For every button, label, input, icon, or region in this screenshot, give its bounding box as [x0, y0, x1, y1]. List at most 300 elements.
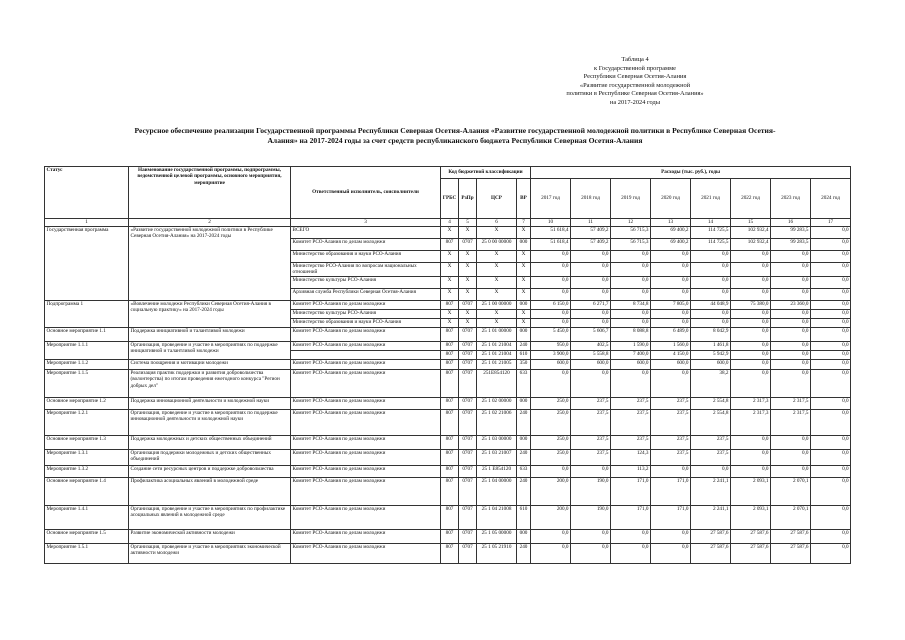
col-year-header: 2022 год [731, 179, 771, 219]
row-amount: 0,0 [531, 369, 571, 397]
row-amount: 1 590,0 [611, 341, 651, 350]
row-vr: Х [517, 288, 531, 300]
row-rzpr: 0707 [459, 435, 477, 449]
row-vr: Х [517, 309, 531, 318]
row-amount: 0,0 [651, 318, 691, 327]
row-amount: 0,0 [731, 276, 771, 288]
row-grbs: 807 [441, 350, 459, 359]
row-amount: 237,5 [651, 397, 691, 409]
row-grbs: 807 [441, 239, 459, 251]
row-amount: 0,0 [731, 435, 771, 449]
row-csr: 25 1 01 21004 [477, 350, 517, 359]
resource-table [44, 166, 851, 564]
row-amount: 237,5 [571, 435, 611, 449]
row-vr: 000 [517, 300, 531, 309]
row-grbs: Х [441, 251, 459, 263]
row-grbs: 807 [441, 435, 459, 449]
row-grbs: Х [441, 227, 459, 239]
row-vr: Х [517, 318, 531, 327]
row-status: Мероприятие 1.2.1 [45, 409, 129, 435]
row-amount: 0,0 [731, 359, 771, 369]
row-responsible: Комитет РСО-Алания по делам молодежи [291, 435, 441, 449]
row-amount: 237,5 [571, 449, 611, 465]
row-amount: 171,0 [611, 477, 651, 505]
row-amount: 171,0 [651, 505, 691, 529]
row-amount: 27 587,6 [771, 529, 811, 543]
row-rzpr: Х [459, 276, 477, 288]
row-responsible: Комитет РСО-Алания по делам молодежи [291, 505, 441, 529]
row-amount: 0,0 [811, 251, 851, 263]
row-amount: 0,0 [771, 350, 811, 359]
row-rzpr: Х [459, 251, 477, 263]
row-amount: 237,5 [571, 409, 611, 435]
table-row [45, 369, 851, 397]
row-csr: 25 1 05 21910 [477, 543, 517, 563]
row-vr: 610 [517, 505, 531, 529]
row-amount: 0,0 [811, 276, 851, 288]
row-rzpr: 0707 [459, 359, 477, 369]
row-amount: 0,0 [771, 435, 811, 449]
row-responsible: Комитет РСО-Алания по делам молодежи [291, 327, 441, 341]
col-resp-header: Ответственный исполнитель, соисполнители [291, 167, 441, 219]
row-amount: 237,5 [691, 449, 731, 465]
row-amount: 38,2 [691, 369, 731, 397]
title-line-2: Алания» на 2017-2024 годы за счет средств республиканского бюджета Республики Северная Осетия-Алания [267, 136, 643, 145]
row-amount: 56 715,3 [611, 239, 651, 251]
row-vr: 633 [517, 369, 531, 397]
row-rzpr: Х [459, 263, 477, 277]
row-responsible: Комитет РСО-Алания по делам молодежи [291, 465, 441, 477]
row-amount: 0,0 [691, 465, 731, 477]
row-rzpr: 0707 [459, 341, 477, 350]
row-amount: 114 725,5 [691, 227, 731, 239]
row-amount: 237,5 [651, 435, 691, 449]
row-amount: 0,0 [651, 465, 691, 477]
table-row [45, 505, 851, 529]
column-number: 1 [45, 219, 129, 227]
row-amount: 2 317,3 [731, 397, 771, 409]
row-csr: 25 1 00 00000 [477, 300, 517, 309]
row-amount: 0,0 [531, 288, 571, 300]
row-amount: 113,2 [611, 465, 651, 477]
row-amount: 0,0 [771, 276, 811, 288]
row-amount: 0,0 [811, 318, 851, 327]
table-row [45, 359, 851, 369]
row-amount: 7 805,0 [651, 300, 691, 309]
row-amount: 0,0 [571, 276, 611, 288]
row-amount: 0,0 [811, 435, 851, 449]
row-rzpr: 0707 [459, 239, 477, 251]
row-status: Мероприятие 1.3.1 [45, 449, 129, 465]
row-vr: 240 [517, 543, 531, 563]
row-vr: Х [517, 251, 531, 263]
row-amount: 0,0 [571, 309, 611, 318]
row-grbs: Х [441, 288, 459, 300]
row-amount: 0,0 [771, 359, 811, 369]
row-amount: 124,3 [611, 449, 651, 465]
column-number: 16 [771, 219, 811, 227]
row-amount: 7 400,0 [611, 350, 651, 359]
row-amount: 0,0 [651, 529, 691, 543]
row-amount: 2 317,5 [771, 409, 811, 435]
row-amount: 237,5 [571, 397, 611, 409]
row-amount: 8 088,8 [611, 327, 651, 341]
row-amount: 0,0 [611, 263, 651, 277]
row-amount: 8 734,8 [611, 300, 651, 309]
row-name: Создание сети ресурсных центров и поддержке добровольчества [129, 465, 291, 477]
table-row [45, 397, 851, 409]
row-grbs: 807 [441, 529, 459, 543]
row-amount: 23 360,0 [771, 300, 811, 309]
row-amount: 200,0 [531, 505, 571, 529]
row-csr: Х [477, 276, 517, 288]
row-grbs: 807 [441, 300, 459, 309]
row-amount: 69 400,2 [651, 239, 691, 251]
row-amount: 0,0 [771, 263, 811, 277]
row-amount: 0,0 [771, 341, 811, 350]
row-name: Организация, проведение и участие в мероприятиях по поддержке инициативной и талантливой молодежи [129, 341, 291, 359]
row-status: Основное мероприятие 1.1 [45, 327, 129, 341]
column-number: 17 [811, 219, 851, 227]
row-vr: 633 [517, 465, 531, 477]
row-amount: 0,0 [731, 341, 771, 350]
row-grbs: Х [441, 276, 459, 288]
row-amount: 0,0 [811, 227, 851, 239]
row-amount: 0,0 [731, 350, 771, 359]
row-responsible [291, 350, 441, 359]
row-amount: 0,0 [691, 251, 731, 263]
row-grbs: 807 [441, 327, 459, 341]
row-status: Мероприятие 1.5.1 [45, 543, 129, 563]
col-status-header: Статус [45, 167, 129, 219]
row-amount: 190,0 [571, 477, 611, 505]
row-amount: 0,0 [771, 318, 811, 327]
row-amount: 0,0 [571, 543, 611, 563]
row-amount: 0,0 [611, 529, 651, 543]
row-amount: 27 587,6 [731, 543, 771, 563]
row-amount: 600,0 [691, 359, 731, 369]
row-rzpr: 0707 [459, 350, 477, 359]
row-amount: 0,0 [651, 251, 691, 263]
row-amount: 237,5 [651, 409, 691, 435]
row-amount: 0,0 [731, 288, 771, 300]
row-amount: 56 715,3 [611, 227, 651, 239]
row-amount: 2 554,8 [691, 409, 731, 435]
title-line-1: Ресурсное обеспечение реализации Государственной программы Республики Северная Осетия-Алания «Развитие государственной молодежной политики в Республике Северная Осетия- [134, 126, 776, 135]
row-amount: 6 271,7 [571, 300, 611, 309]
row-status: Мероприятие 1.1.5 [45, 369, 129, 397]
row-csr: 25 1 03 21007 [477, 449, 517, 465]
col-year-header: 2019 год [611, 179, 651, 219]
row-responsible: Комитет РСО-Алания по делам молодежи [291, 529, 441, 543]
row-amount: 5 942,9 [691, 350, 731, 359]
col-year-header: 2018 год [571, 179, 611, 219]
row-status: Мероприятие 1.3.2 [45, 465, 129, 477]
appendix-header-line: на 2017-2024 годы [609, 98, 661, 106]
column-number: 3 [291, 219, 441, 227]
row-amount: 0,0 [611, 251, 651, 263]
table-row [45, 543, 851, 563]
table-row [45, 409, 851, 435]
row-vr: Х [517, 263, 531, 277]
row-responsible: Министерство образования и науки РСО-Алания [291, 318, 441, 327]
appendix-header-line: Республики Северная Осетия-Алания [583, 73, 687, 81]
row-amount: 0,0 [531, 529, 571, 543]
table-row [45, 300, 851, 309]
row-amount: 0,0 [811, 263, 851, 277]
table-row [45, 449, 851, 465]
table-row [45, 327, 851, 341]
row-name: Реализация практик поддержки и развития добровольчества (волонтерства) по итогам проведения ежегодного конкурса "Регион добрых дел" [129, 369, 291, 397]
row-amount: 2 070,1 [771, 477, 811, 505]
row-vr: Х [517, 227, 531, 239]
row-csr: 25 1 01 21005 [477, 359, 517, 369]
row-status: Мероприятие 1.4.1 [45, 505, 129, 529]
row-grbs: 807 [441, 477, 459, 505]
row-rzpr: 0707 [459, 529, 477, 543]
row-grbs: 807 [441, 409, 459, 435]
row-csr: Х [477, 263, 517, 277]
row-rzpr: 0707 [459, 465, 477, 477]
row-rzpr: Х [459, 309, 477, 318]
row-amount: 1 560,0 [651, 341, 691, 350]
row-name: Организация, проведение и участие в мероприятиях по профилактике асоциальных явлений в молодежной среде [129, 505, 291, 529]
row-grbs: 807 [441, 341, 459, 350]
row-amount: 2 241,1 [691, 505, 731, 529]
row-amount: 171,0 [651, 477, 691, 505]
row-amount: 0,0 [731, 309, 771, 318]
row-responsible: Комитет РСО-Алания по делам молодежи [291, 477, 441, 505]
row-amount: 0,0 [611, 288, 651, 300]
row-amount: 0,0 [611, 318, 651, 327]
row-amount: 1 461,8 [691, 341, 731, 350]
row-amount: 3 900,0 [531, 350, 571, 359]
col-grbs-header: ГРБС [441, 179, 459, 219]
row-csr: Х [477, 227, 517, 239]
row-responsible: Министерство образования и науки РСО-Алания [291, 251, 441, 263]
col-year-header: 2023 год [771, 179, 811, 219]
row-responsible: Комитет РСО-Алания по делам молодежи [291, 341, 441, 350]
row-grbs: 807 [441, 449, 459, 465]
row-amount: 237,5 [611, 397, 651, 409]
row-csr: 25 1 04 21008 [477, 505, 517, 529]
row-amount: 0,0 [531, 276, 571, 288]
row-status: Подпрограмма 1 [45, 300, 129, 327]
row-amount: 0,0 [771, 309, 811, 318]
row-amount: 0,0 [811, 359, 851, 369]
row-amount: 0,0 [811, 309, 851, 318]
row-amount: 0,0 [811, 465, 851, 477]
table-row [45, 435, 851, 449]
row-amount: 0,0 [771, 369, 811, 397]
row-amount: 27 587,6 [691, 543, 731, 563]
row-status: Основное мероприятие 1.4 [45, 477, 129, 505]
row-responsible: ВСЕГО [291, 227, 441, 239]
row-grbs: 807 [441, 369, 459, 397]
row-amount: 6 150,0 [531, 300, 571, 309]
row-name: Организация, проведение и участие в мероприятиях по поддержке инновационной деятельности и молодежной науки [129, 409, 291, 435]
row-amount: 600,0 [531, 359, 571, 369]
row-amount: 0,0 [731, 263, 771, 277]
row-amount: 0,0 [691, 309, 731, 318]
row-rzpr: 0707 [459, 543, 477, 563]
row-amount: 4 150,0 [651, 350, 691, 359]
row-amount: 2 070,1 [771, 505, 811, 529]
row-name: Поддержка инновационной деятельности и молодежной науки [129, 397, 291, 409]
row-vr: 240 [517, 449, 531, 465]
row-amount: 0,0 [811, 505, 851, 529]
col-vr-header: ВР [517, 179, 531, 219]
row-csr: 25 1 03 00000 [477, 435, 517, 449]
column-number: 10 [531, 219, 571, 227]
row-amount: 0,0 [651, 543, 691, 563]
row-amount: 0,0 [811, 529, 851, 543]
row-amount: 5 558,8 [571, 350, 611, 359]
row-grbs: 807 [441, 543, 459, 563]
row-amount: 0,0 [571, 369, 611, 397]
row-csr: Х [477, 251, 517, 263]
row-grbs: 807 [441, 359, 459, 369]
row-amount: 99 283,5 [771, 227, 811, 239]
row-amount: 5 606,7 [571, 327, 611, 341]
row-amount: 237,5 [611, 409, 651, 435]
column-number: 15 [731, 219, 771, 227]
col-year-header: 2020 год [651, 179, 691, 219]
row-name: «Вовлечение молодежи Республики Северная Осетия-Алания в социальную практику» на 2017-2024 годы [129, 300, 291, 327]
row-amount: 0,0 [531, 318, 571, 327]
row-grbs: 807 [441, 397, 459, 409]
row-responsible: Министерство культуры РСО-Алания [291, 276, 441, 288]
expense-group-header: Расходы (тыс. руб.), годы [531, 167, 851, 179]
row-name: Поддержка молодежных и детских общественных объединений [129, 435, 291, 449]
row-amount: 75 380,0 [731, 300, 771, 309]
row-amount: 2 554,8 [691, 397, 731, 409]
row-amount: 250,0 [531, 409, 571, 435]
row-amount: 190,0 [571, 505, 611, 529]
row-amount: 0,0 [811, 341, 851, 350]
row-amount: 0,0 [611, 309, 651, 318]
row-amount: 0,0 [651, 369, 691, 397]
row-amount: 200,0 [531, 477, 571, 505]
row-amount: 0,0 [531, 263, 571, 277]
col-rzpr-header: РзПр [459, 179, 477, 219]
row-amount: 2 093,1 [731, 477, 771, 505]
row-rzpr: 0707 [459, 397, 477, 409]
row-name: Организация, проведение и участие в мероприятиях экономической активности молодежи [129, 543, 291, 563]
row-amount: 0,0 [731, 449, 771, 465]
row-amount: 102 932,4 [731, 239, 771, 251]
row-vr: 240 [517, 409, 531, 435]
table-row [45, 465, 851, 477]
appendix-header-line: политики в Республике Северная Осетия-Алания» [566, 90, 704, 98]
row-vr: Х [517, 276, 531, 288]
row-grbs: Х [441, 263, 459, 277]
row-name: Поддержка инициативной и талантливой молодежи [129, 327, 291, 341]
row-responsible: Комитет РСО-Алания по делам молодежи [291, 239, 441, 251]
row-amount: 0,0 [731, 327, 771, 341]
row-grbs: 807 [441, 505, 459, 529]
col-year-header: 2024 год [811, 179, 851, 219]
row-responsible: Министерство РСО-Алания по вопросам национальных отношений [291, 263, 441, 277]
row-vr: 610 [517, 350, 531, 359]
row-amount: 0,0 [811, 288, 851, 300]
row-amount: 0,0 [731, 318, 771, 327]
row-amount: 44 048,9 [691, 300, 731, 309]
row-rzpr: Х [459, 318, 477, 327]
row-amount: 0,0 [571, 465, 611, 477]
row-amount: 0,0 [531, 465, 571, 477]
row-rzpr: 0707 [459, 409, 477, 435]
row-amount: 0,0 [731, 251, 771, 263]
row-amount: 950,0 [531, 341, 571, 350]
col-year-header: 2017 год [531, 179, 571, 219]
row-amount: 0,0 [611, 276, 651, 288]
row-amount: 0,0 [611, 543, 651, 563]
row-name: Профилактика асоциальных явлений в молодежной среде [129, 477, 291, 505]
row-amount: 5 450,0 [531, 327, 571, 341]
row-amount: 0,0 [571, 288, 611, 300]
document-title [40, 126, 870, 146]
row-amount: 51 618,4 [531, 227, 571, 239]
row-amount: 0,0 [651, 263, 691, 277]
row-status: Мероприятие 1.1.2 [45, 359, 129, 369]
table-row [45, 529, 851, 543]
row-rzpr: Х [459, 288, 477, 300]
row-name: Организация поддержки молодежных и детских общественных объединений [129, 449, 291, 465]
row-amount: 0,0 [571, 263, 611, 277]
row-amount: 0,0 [571, 529, 611, 543]
row-amount: 0,0 [691, 288, 731, 300]
row-vr: 000 [517, 529, 531, 543]
row-amount: 237,5 [691, 435, 731, 449]
row-amount: 0,0 [811, 409, 851, 435]
row-amount: 2 241,1 [691, 477, 731, 505]
row-amount: 0,0 [771, 251, 811, 263]
row-amount: 27 587,6 [771, 543, 811, 563]
row-amount: 0,0 [571, 251, 611, 263]
row-amount: 114 725,5 [691, 239, 731, 251]
row-amount: 600,0 [651, 359, 691, 369]
row-responsible: Комитет РСО-Алания по делам молодежи [291, 449, 441, 465]
row-responsible: Комитет РСО-Алания по делам молодежи [291, 543, 441, 563]
row-rzpr: 0707 [459, 327, 477, 341]
row-vr: 000 [517, 397, 531, 409]
table-row [45, 477, 851, 505]
row-vr: 000 [517, 327, 531, 341]
row-amount: 102 932,4 [731, 227, 771, 239]
row-amount: 2 317,3 [731, 409, 771, 435]
row-vr: 350 [517, 359, 531, 369]
row-status: Государственная программа [45, 227, 129, 301]
column-number: 12 [611, 219, 651, 227]
row-csr: 25 1 05 00000 [477, 529, 517, 543]
appendix-header-line: к Государственной программе [594, 64, 676, 72]
row-status: Мероприятие 1.1.1 [45, 341, 129, 359]
row-amount: 0,0 [811, 543, 851, 563]
row-amount: 600,0 [571, 359, 611, 369]
row-rzpr: Х [459, 227, 477, 239]
row-amount: 0,0 [811, 477, 851, 505]
row-csr: 251Е854120 [477, 369, 517, 397]
row-amount: 0,0 [811, 449, 851, 465]
row-amount: 2 317,5 [771, 397, 811, 409]
row-amount: 250,0 [531, 449, 571, 465]
row-amount: 0,0 [811, 369, 851, 397]
row-responsible: Министерство культуры РСО-Алания [291, 309, 441, 318]
appendix-header-line: Таблица 4 [621, 56, 649, 63]
row-amount: 237,5 [651, 449, 691, 465]
table-row [45, 227, 851, 239]
